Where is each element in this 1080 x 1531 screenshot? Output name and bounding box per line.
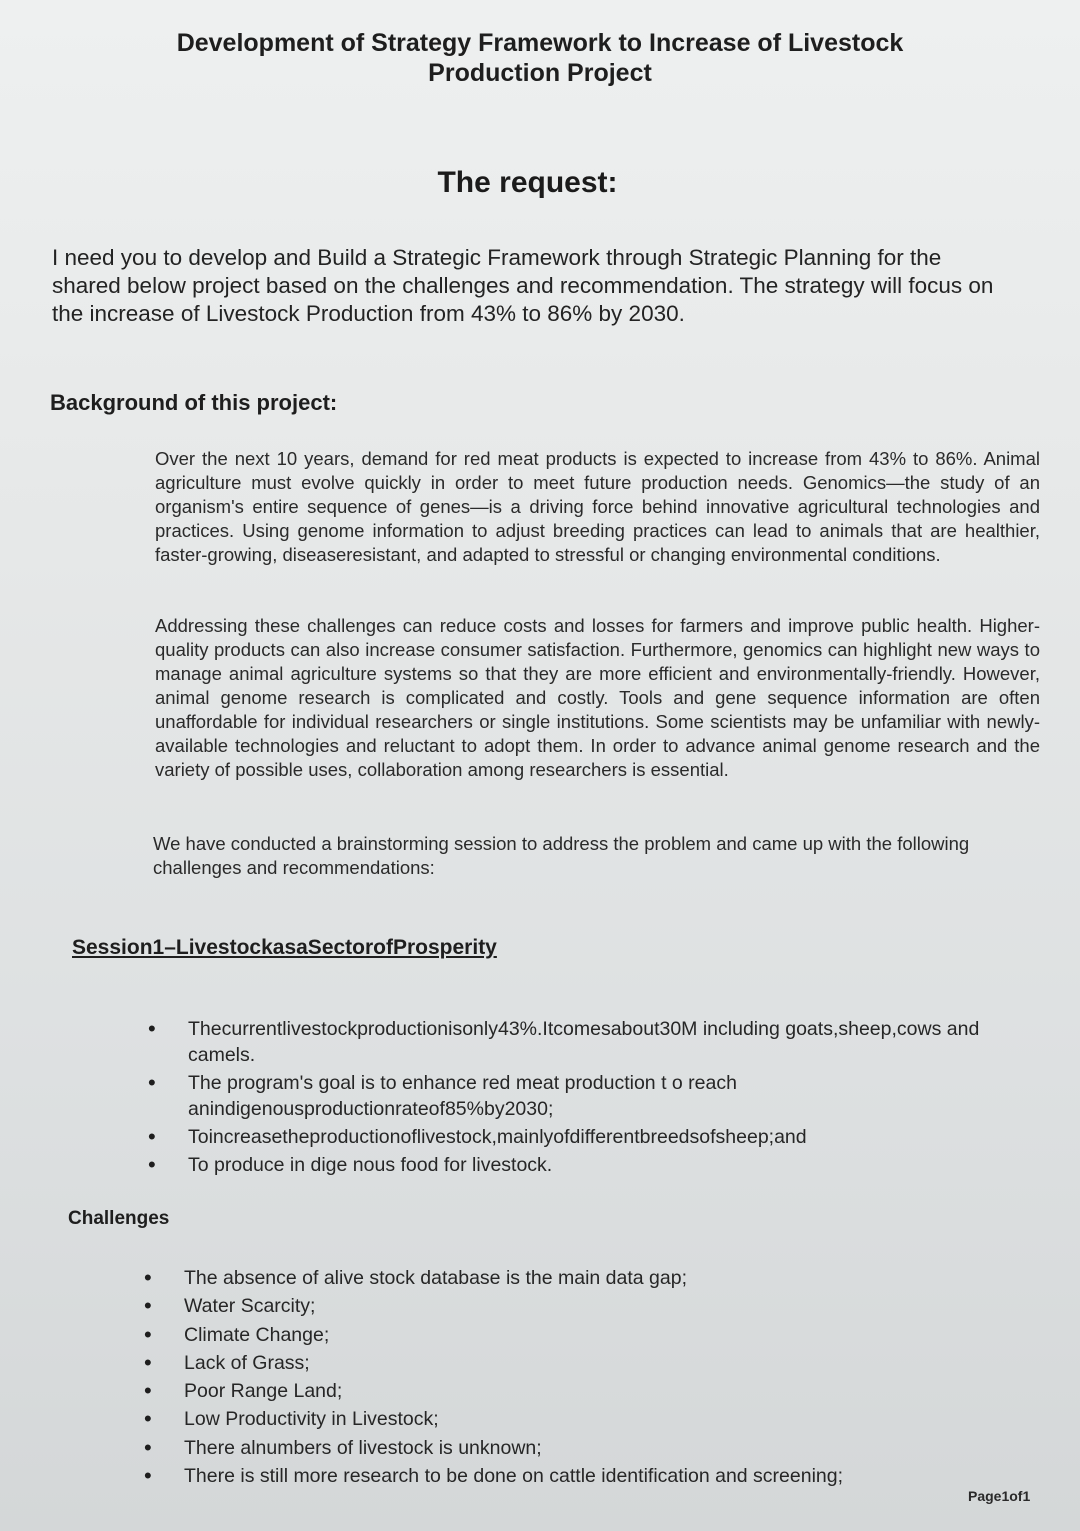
challenge-list-item: • Climate Change; bbox=[144, 1321, 1024, 1349]
session-list-item: • Toincreasetheproductionoflivestock,mainlyofdifferentbreedsofsheep;and bbox=[148, 1124, 1028, 1150]
session-heading: Session1–LivestockasaSectorofProsperity bbox=[72, 936, 497, 959]
background-paragraph-1: Over the next 10 years, demand for red meat products is expected to increase from 43% to 86%. Animal agriculture must evolve quickly in order to meet future production needs. Genomics—the study of an organism's entire sequence of genes—is a driving force behind innovative agricultural technologies and practices. Using genome information to adjust breeding practices can lead to animals that are healthier, faster-growing, diseaseresistant, and adapted to stressful or changing environmental conditions. bbox=[155, 448, 1040, 565]
challenge-list-item: • There is still more research to be done on cattle identification and screening; bbox=[144, 1462, 1024, 1490]
challenges-bullet-list bbox=[144, 1264, 1024, 1490]
page-number: Page1of1 bbox=[968, 1488, 1031, 1504]
session-list-item: • To produce in dige nous food for livestock. bbox=[148, 1152, 1028, 1178]
challenge-list-item: • Poor Range Land; bbox=[144, 1377, 1024, 1405]
session-bullet-list bbox=[148, 1016, 1028, 1180]
challenge-list-item: • Lack of Grass; bbox=[144, 1349, 1024, 1377]
session-list-item: • Thecurrentlivestockproductionisonly43%.Itcomesabout30M including goats,sheep,cows and camels. bbox=[148, 1016, 1028, 1068]
challenge-list-item: • Low Productivity in Livestock; bbox=[144, 1405, 1024, 1433]
session-list-item: • The program's goal is to enhance red meat production t o reach anindigenousproductionrateof85%by2030; bbox=[148, 1070, 1028, 1122]
challenge-list-item: • The absence of alive stock database is the main data gap; bbox=[144, 1264, 1024, 1292]
background-paragraph-2: Addressing these challenges can reduce costs and losses for farmers and improve public health. Higher-quality products can also increase consumer satisfaction. Furthermore, genomics can highlight new ways to manage animal agriculture systems so that they are more efficient and environmentally-friendly. However, animal genome research is complicated and costly. Tools and gene sequence information are often unaffordable for individual researchers or single institutions. Some scientists may be unfamiliar with newly-available technologies and reluctant to adopt them. In order to advance animal genome research and the variety of possible uses, collaboration among researchers is essential. bbox=[155, 615, 1040, 780]
challenge-list-item: • There alnumbers of livestock is unknown; bbox=[144, 1434, 1024, 1462]
background-heading: Background of this project: bbox=[50, 390, 338, 415]
document-title-line-1: Development of Strategy Framework to Increase of Livestock bbox=[176, 29, 904, 57]
request-paragraph: I need you to develop and Build a Strategic Framework through Strategic Planning for the shared below project based on the challenges and recommendation. The strategy will focus on the increase of Livestock Production from 43% to 86% by 2030. bbox=[52, 245, 994, 326]
challenges-heading: Challenges bbox=[68, 1208, 170, 1229]
request-heading: The request: bbox=[437, 166, 618, 199]
document-title-line-2: Production Project bbox=[428, 59, 652, 87]
document-title bbox=[60, 28, 1020, 88]
challenge-list-item: • Water Scarcity; bbox=[144, 1292, 1024, 1320]
background-paragraph-3: We have conducted a brainstorming session to address the problem and came up with the following challenges and recommendations: bbox=[153, 833, 970, 878]
